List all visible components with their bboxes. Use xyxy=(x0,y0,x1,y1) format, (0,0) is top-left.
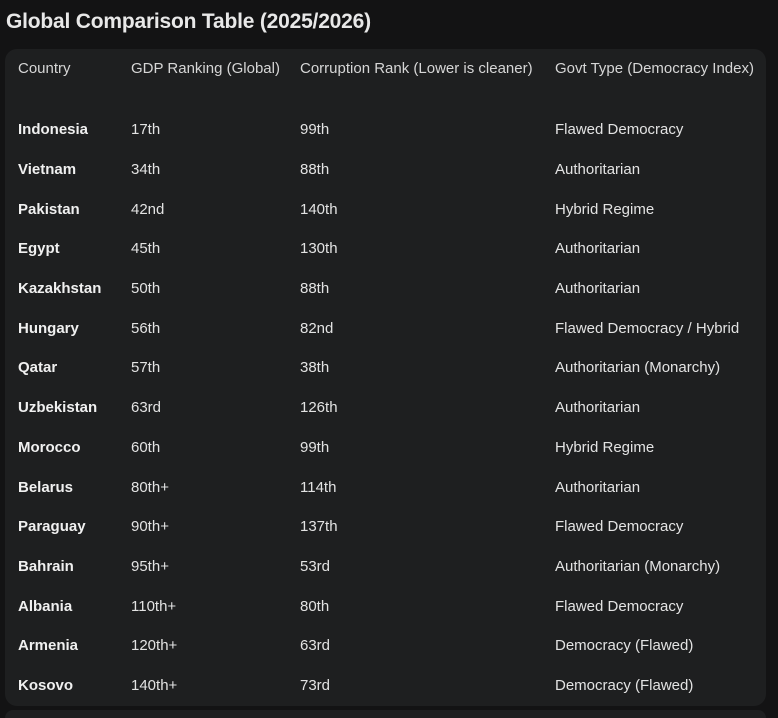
cell-gdp-ranking: 95th+ xyxy=(131,557,169,575)
cell-govt-type: Authoritarian (Monarchy) xyxy=(555,557,721,575)
cell-corruption-rank: 99th xyxy=(300,438,330,456)
table-row xyxy=(5,110,766,150)
cell-country: Armenia xyxy=(18,637,79,655)
cell-corruption-rank: 88th xyxy=(300,161,330,179)
cell-country: Kazakhstan xyxy=(18,280,102,298)
cell-corruption-rank: 99th xyxy=(300,121,330,139)
cell-gdp-ranking: 57th xyxy=(131,359,161,377)
cell-country: Uzbekistan xyxy=(18,399,98,417)
cell-corruption-rank: 63rd xyxy=(300,637,331,655)
table-row xyxy=(5,150,766,190)
cell-corruption-rank: 88th xyxy=(300,280,330,298)
table-row xyxy=(5,666,766,706)
next-block-edge xyxy=(5,710,766,718)
cell-govt-type: Authoritarian xyxy=(555,161,641,179)
cell-gdp-ranking: 63rd xyxy=(131,399,162,417)
cell-corruption-rank: 140th xyxy=(300,200,338,218)
cell-country: Kosovo xyxy=(18,676,74,694)
cell-govt-type: Hybrid Regime xyxy=(555,438,655,456)
cell-corruption-rank: 82nd xyxy=(300,319,334,337)
cell-govt-type: Authoritarian xyxy=(555,399,641,417)
cell-gdp-ranking: 80th+ xyxy=(131,478,169,496)
header-gdp-ranking: GDP Ranking (Global) xyxy=(131,60,280,77)
cell-country: Qatar xyxy=(18,359,58,377)
cell-country: Indonesia xyxy=(18,121,89,139)
header-govt-type: Govt Type (Democracy Index) xyxy=(555,60,754,77)
cell-gdp-ranking: 45th xyxy=(131,240,161,258)
cell-country: Hungary xyxy=(18,319,79,337)
table-row xyxy=(5,269,766,309)
cell-country: Albania xyxy=(18,597,73,615)
cell-govt-type: Flawed Democracy xyxy=(555,121,684,139)
cell-country: Belarus xyxy=(18,478,74,496)
cell-corruption-rank: 53rd xyxy=(300,557,331,575)
cell-govt-type: Democracy (Flawed) xyxy=(555,637,694,655)
cell-corruption-rank: 114th xyxy=(300,478,337,496)
cell-corruption-rank: 130th xyxy=(300,240,338,258)
table-row xyxy=(5,626,766,666)
header-corruption-rank: Corruption Rank (Lower is cleaner) xyxy=(300,60,533,77)
table-row xyxy=(5,388,766,428)
table-row xyxy=(5,348,766,388)
cell-gdp-ranking: 50th xyxy=(131,280,161,298)
table-row xyxy=(5,189,766,229)
cell-govt-type: Flawed Democracy xyxy=(555,518,684,536)
cell-country: Morocco xyxy=(18,438,81,456)
cell-govt-type: Authoritarian xyxy=(555,478,641,496)
page-title: Global Comparison Table (2025/2026) xyxy=(6,10,371,33)
cell-govt-type: Democracy (Flawed) xyxy=(555,676,694,694)
cell-govt-type: Hybrid Regime xyxy=(555,200,655,218)
cell-corruption-rank: 126th xyxy=(300,399,338,417)
cell-country: Pakistan xyxy=(18,200,80,218)
table-row xyxy=(5,586,766,626)
cell-corruption-rank: 80th xyxy=(300,597,330,615)
cell-gdp-ranking: 140th+ xyxy=(131,676,178,694)
cell-govt-type: Flawed Democracy / Hybrid xyxy=(555,319,740,337)
comparison-table-container xyxy=(5,49,766,706)
cell-gdp-ranking: 120th+ xyxy=(131,637,178,655)
cell-corruption-rank: 38th xyxy=(300,359,330,377)
table-row xyxy=(5,308,766,348)
cell-corruption-rank: 73rd xyxy=(300,676,331,694)
cell-gdp-ranking: 90th+ xyxy=(131,518,169,536)
cell-gdp-ranking: 60th xyxy=(131,438,161,456)
cell-gdp-ranking: 56th xyxy=(131,319,161,337)
cell-corruption-rank: 137th xyxy=(300,518,338,536)
cell-gdp-ranking: 42nd xyxy=(131,200,165,218)
table-row xyxy=(5,547,766,587)
header-country: Country xyxy=(18,60,71,77)
table-row xyxy=(5,507,766,547)
table-row xyxy=(5,229,766,269)
cell-country: Bahrain xyxy=(18,557,74,575)
cell-country: Paraguay xyxy=(18,518,86,536)
cell-govt-type: Authoritarian (Monarchy) xyxy=(555,359,721,377)
comparison-table xyxy=(5,49,766,705)
cell-govt-type: Authoritarian xyxy=(555,240,641,258)
table-header-row xyxy=(5,49,766,110)
cell-govt-type: Flawed Democracy xyxy=(555,597,684,615)
cell-country: Egypt xyxy=(18,240,60,258)
table-row xyxy=(5,467,766,507)
cell-country: Vietnam xyxy=(18,161,77,179)
cell-gdp-ranking: 34th xyxy=(131,161,161,179)
table-row xyxy=(5,428,766,468)
cell-gdp-ranking: 110th+ xyxy=(131,597,177,615)
cell-govt-type: Authoritarian xyxy=(555,280,641,298)
cell-gdp-ranking: 17th xyxy=(131,121,161,139)
